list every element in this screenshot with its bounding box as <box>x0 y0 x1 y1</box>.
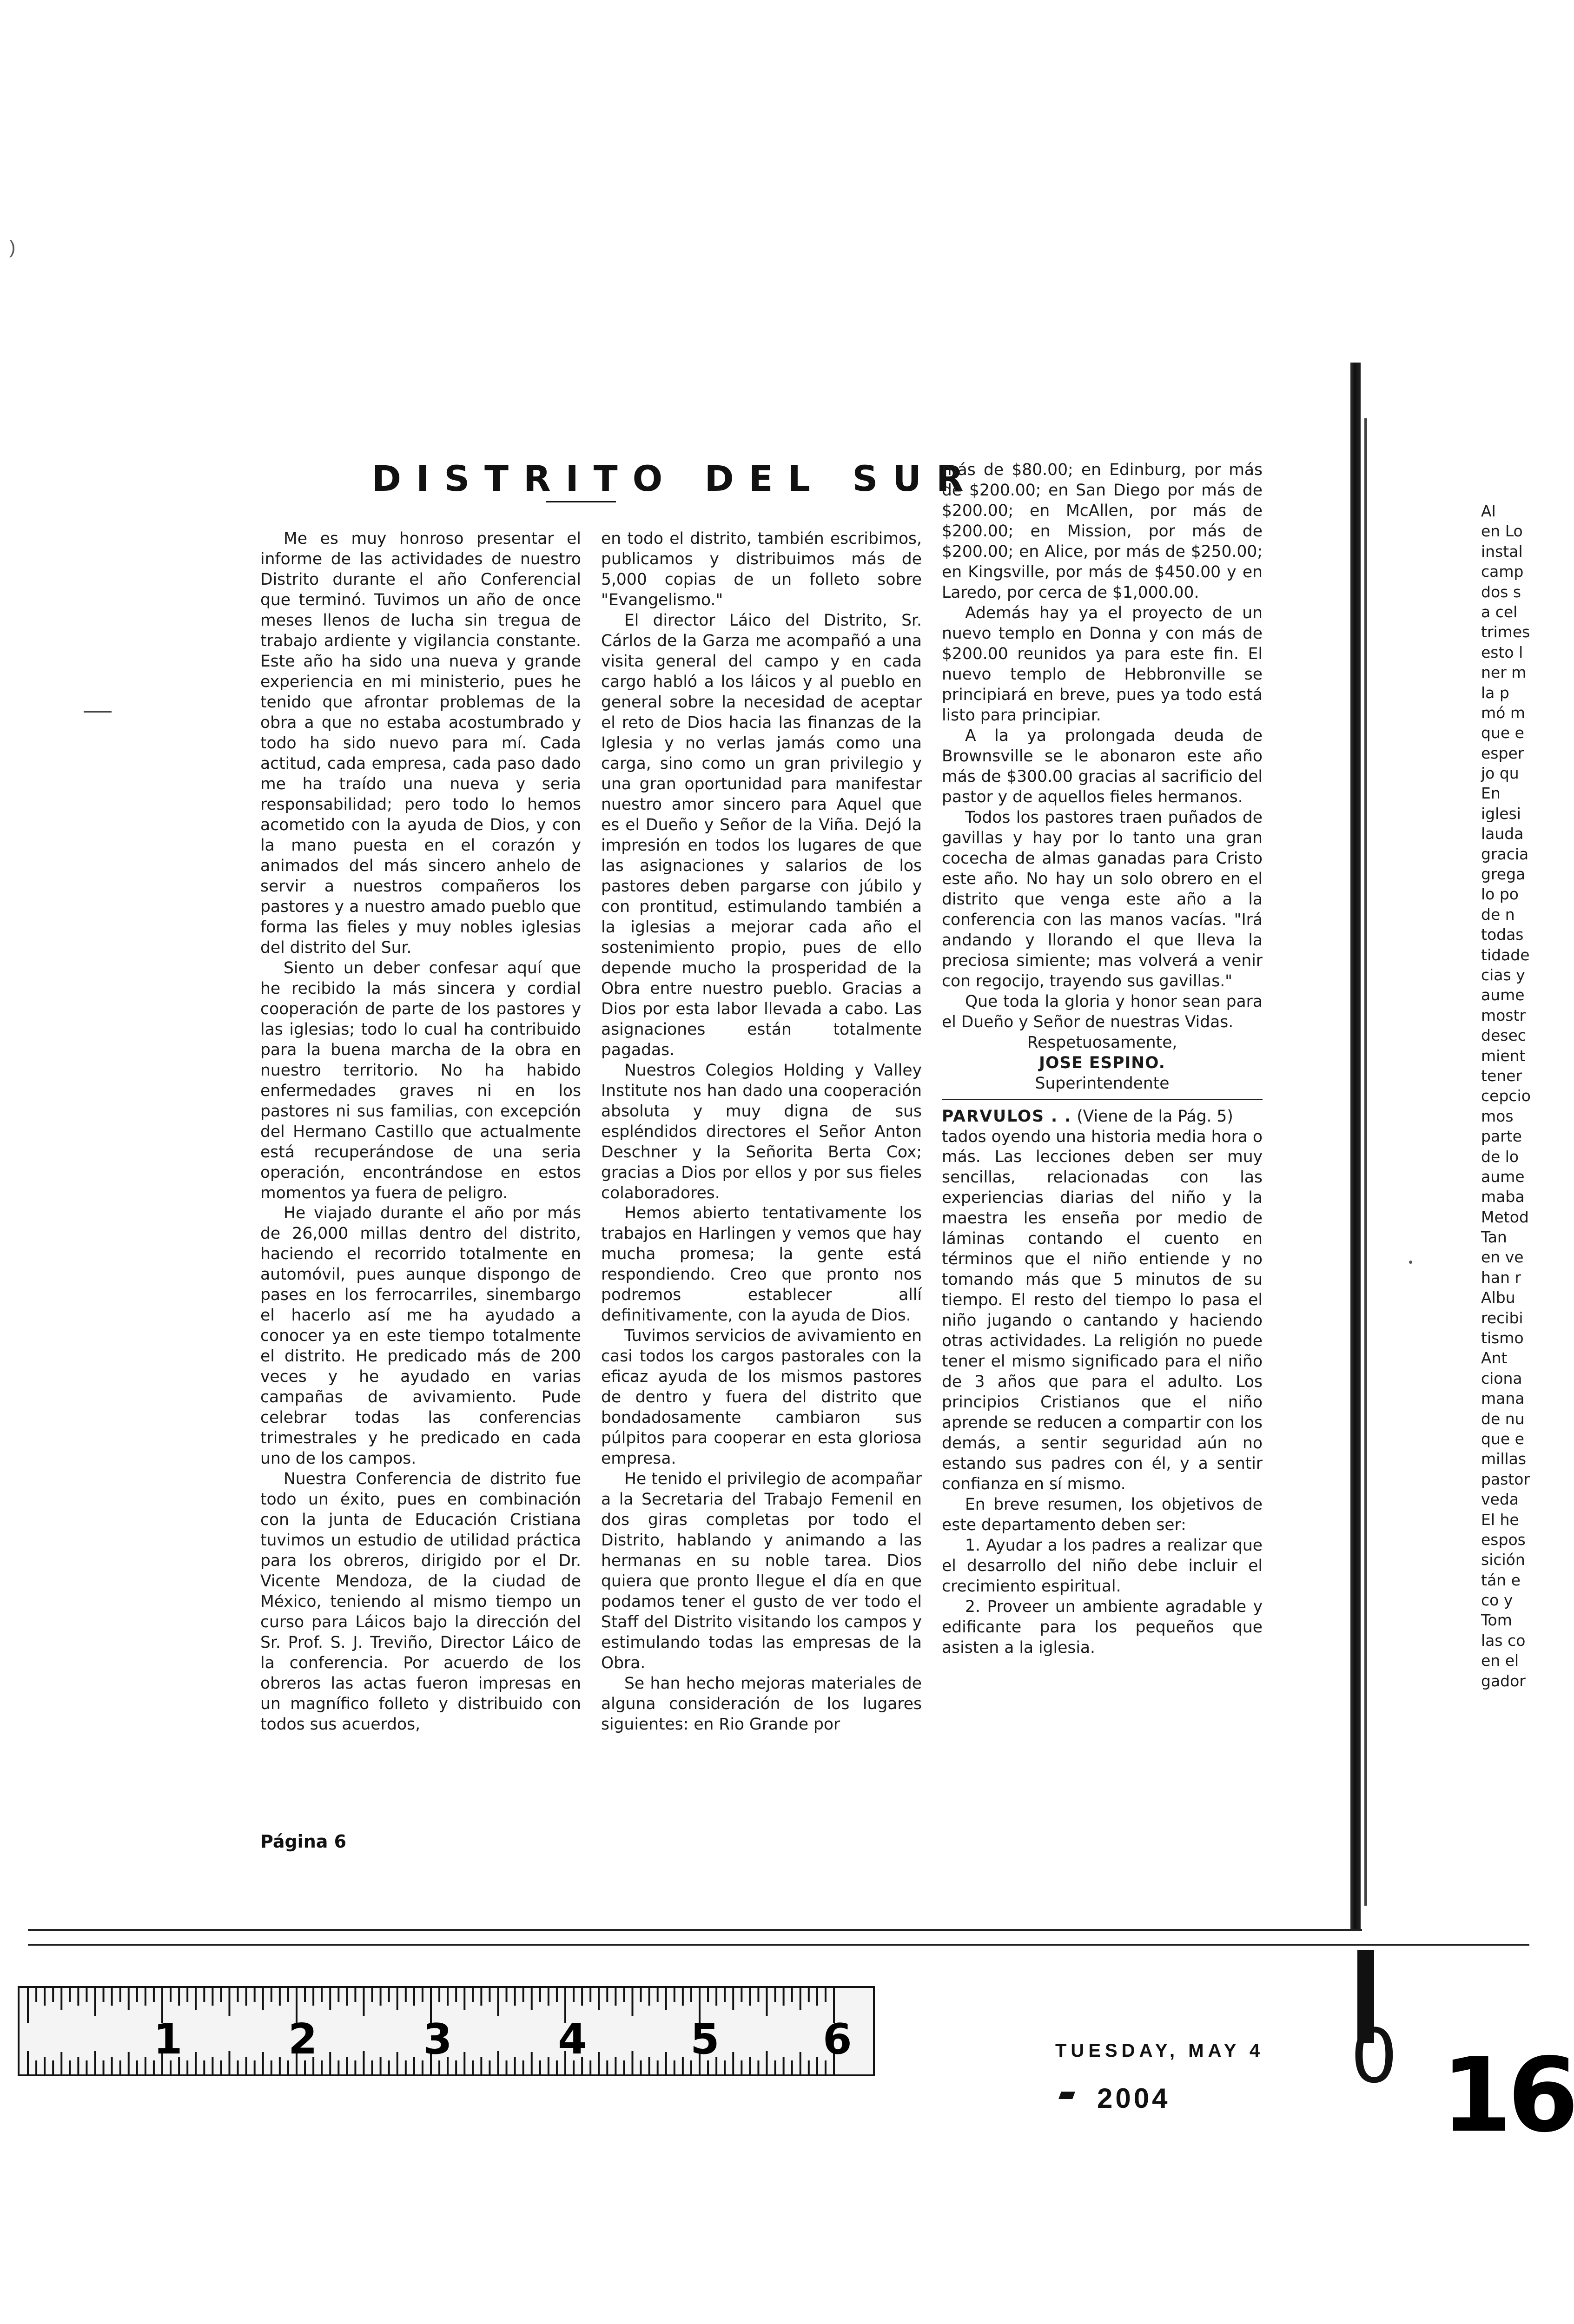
adjacent-page-fragment: dos s <box>1481 582 1521 601</box>
adjacent-page-fragment: camp <box>1481 562 1524 581</box>
paragraph: más de $80.00; en Edinburg, por más de $200.00; en San Diego por más de $200.00; en McAllen, por más de $200.00; en Mission, por más de $200.00; en Alice, por más de $250.00; en Kingsville, por más de $450.00 y en Laredo, por cerca de $1,000.00. <box>942 461 1263 602</box>
adjacent-page-fragment: veda <box>1481 1490 1519 1509</box>
adjacent-page-fragment: la p <box>1481 683 1509 702</box>
adjacent-page-fragment: tismo <box>1481 1329 1524 1347</box>
paragraph: Nuestros Colegios Holding y Valley Institute nos han dado una cooperación absoluta y muy digna de sus espléndidos directores el Señor Anton Deschner y la Señorita Berta Cox; gracias a Dios por ellos y por sus fieles colaboradores. <box>601 1061 922 1202</box>
parvulos-heading-text: PARVULOS . . <box>942 1107 1072 1126</box>
stamp-date: TUESDAY, MAY 4 <box>1055 2040 1264 2061</box>
ruler-number-group <box>19 1968 874 2094</box>
adjacent-page-fragment: han r <box>1481 1268 1521 1287</box>
frame-digit: 0 <box>1350 2013 1398 2100</box>
adjacent-page-fragment: gracia <box>1481 845 1529 863</box>
adjacent-page-fragment: aume <box>1481 1167 1525 1186</box>
adjacent-page-fragment: mos <box>1481 1107 1514 1125</box>
parvulos-heading <box>942 1107 1263 1127</box>
adjacent-page-fragment: mient <box>1481 1046 1526 1065</box>
adjacent-page-fragment: iglesi <box>1481 804 1521 823</box>
column-2 <box>601 529 922 1735</box>
paragraph: Que toda la gloria y honor sean para el Dueño y Señor de nuestras Vidas. <box>942 992 1263 1031</box>
paragraph: tados oyendo una historia media hora o más. Las lecciones deben ser muy sencillas, relacionadas con las experiencias diarias del niño y la maestra les enseña por medio de láminas contando el cuento en términos que el niño entiende y no tomando más que 5 minutos de su tiempo. El resto del tiempo lo pasa el niño jugando o cantando y haciendo otras actividades. La religión no puede tener el mismo significado para el niño de 3 años que para el adulto. Los principios Cristianos que el niño aprende se reducen a compartir con los demás, a sentir seguridad aún no estando sus padres con él, y a sentir confianza en sí mismo. <box>942 1127 1263 1494</box>
adjacent-page-fragment: en ve <box>1481 1248 1524 1267</box>
adjacent-page-fragment: millas <box>1481 1450 1527 1468</box>
adjacent-page-fragment: instal <box>1481 542 1523 561</box>
signature-name <box>942 1053 1263 1074</box>
adjacent-page-fragment: que e <box>1481 724 1524 742</box>
adjacent-page-fragment: Albu <box>1481 1288 1515 1307</box>
adjacent-page-fragment: esper <box>1481 744 1524 762</box>
signature-closing: Respetuosamente, <box>1027 1033 1177 1052</box>
ruler-number: 4 <box>558 2015 587 2064</box>
article-title: DISTRITO DEL SUR <box>372 458 979 499</box>
paragraph: Hemos abierto tentativamente los trabajos en Harlingen y vemos que hay mucha promesa; la gente está respondiendo. Creo que pronto nos podremos establecer allí definitivamente, con la ayuda de Dios. <box>601 1204 922 1325</box>
paragraph: Tuvimos servicios de avivamiento en casi todos los cargos pastorales con la eficaz ayuda de los mismos pastores de dentro y fuera del distrito que bondadosamente cambiaron sus púlpitos para cooperar en esta gloriosa empresa. <box>601 1327 922 1468</box>
bottom-rule <box>28 1929 1362 1931</box>
adjacent-page-fragment: Tan <box>1481 1228 1507 1247</box>
adjacent-page-fragment: desec <box>1481 1026 1526 1045</box>
adjacent-page-fragment: Ant <box>1481 1349 1508 1367</box>
adjacent-page-fragment: aume <box>1481 986 1525 1004</box>
adjacent-page-fragment: tidade <box>1481 945 1530 964</box>
ruler-number: 3 <box>423 2015 452 2064</box>
paragraph: El director Láico del Distrito, Sr. Cárlos de la Garza me acompañó a una visita general del campo y en cada cargo habló a los láicos y al pueblo en general sobre la necesidad de aceptar el reto de Dios hacia las finanzas de la Iglesia y no verlas jamás como una carga, sino como un gran privilegio y una gran oportunidad para manifestar nuestro amor sincero para Aquel que es el Dueño y Señor de la Viña. Dejó la impresión en todos los lugares de que las asignaciones y salarios de los pastores deben pargarse con júbilo y con prontitud, estimulando también a la iglesias a mejorar cada año el sostenimiento propio, pues de ello depende mucho la prosperidad de la Obra entre nuestro pueblo. Gracias a Dios por esta labor llevada a cabo. Las asignaciones están totalmente pagadas. <box>601 611 922 1059</box>
scan-mark: ) <box>9 237 16 257</box>
adjacent-page-fragment: lauda <box>1481 825 1524 843</box>
signature-role: Superintendente <box>1035 1074 1170 1093</box>
adjacent-page-fragment: sición <box>1481 1551 1525 1569</box>
adjacent-page-fragment: en Lo <box>1481 522 1523 541</box>
adjacent-page-fragment: trimes <box>1481 623 1530 641</box>
stamp-mark <box>1058 2092 1075 2099</box>
stamp-year: 2004 <box>1097 2083 1171 2114</box>
adjacent-page-fragment: recibi <box>1481 1308 1523 1327</box>
adjacent-page-fragment: mana <box>1481 1389 1525 1408</box>
adjacent-page-fragment: Tom <box>1481 1611 1512 1630</box>
adjacent-page-fragment: de nu <box>1481 1409 1525 1428</box>
adjacent-page-fragment: Al <box>1481 502 1496 520</box>
title-underline <box>546 501 616 502</box>
adjacent-page-fragment: todas <box>1481 925 1524 944</box>
paragraph: en todo el distrito, también escribimos, publicamos y distribuimos más de 5,000 copias de un folleto sobre "Evangelismo." <box>601 529 922 609</box>
section-divider <box>942 1099 1263 1100</box>
adjacent-page-fragment: que e <box>1481 1429 1524 1448</box>
adjacent-page-fragment: El he <box>1481 1510 1519 1529</box>
page-edge-shadow <box>1350 363 1361 1929</box>
scan-mark <box>84 711 112 713</box>
paragraph: Nuestra Conferencia de distrito fue todo un éxito, pues en combinación con la junta de Educación Cristiana tuvimos un estudio de utilidad práctica para los obreros, dirigido por el Dr. Vicente Mendoza, de la ciudad de México, teniendo al mismo tiempo un curso para Láicos bajo la dirección del Sr. Prof. S. J. Treviño, Director Láico de la conferencia. Por acuerdo de los obreros las actas fueron impresas en un magnífico folleto y distribuido con todos sus acuerdos, <box>260 1470 581 1734</box>
paragraph: 1. Ayudar a los padres a realizar que el desarrollo del niño debe incluir el crecimiento espiritual. <box>942 1536 1263 1596</box>
adjacent-page-fragment: Metod <box>1481 1208 1529 1226</box>
adjacent-page-fragment: las co <box>1481 1631 1526 1650</box>
adjacent-page-fragment: de n <box>1481 905 1515 924</box>
paragraph: Se han hecho mejoras materiales de alguna consideración de los lugares siguientes: en Rio Grande por <box>601 1674 922 1734</box>
parvulos-continued: (Viene de la Pág. 5) <box>1077 1107 1233 1126</box>
frame-number: 16 <box>1441 2036 1574 2155</box>
adjacent-page-fragment: ciona <box>1481 1369 1522 1387</box>
paragraph: He tenido el privilegio de acompañar a la Secretaria del Trabajo Femenil en dos giras completas por todo el Distrito, hablando y animando a las hermanas en su noble tarea. Dios quiera que pronto llegue el día en que podamos tener el gusto de ver todo el Staff del Distrito visitando los campos y estimulando todas las empresas de la Obra. <box>601 1470 922 1673</box>
adjacent-page-fragment: jo qu <box>1481 764 1519 783</box>
adjacent-page-fragment: parte <box>1481 1127 1522 1146</box>
ruler-number: 6 <box>823 2015 852 2064</box>
adjacent-page-fragment: maba <box>1481 1188 1525 1206</box>
adjacent-page-fragment: a cel <box>1481 602 1518 621</box>
column-1 <box>260 529 581 1735</box>
adjacent-page-fragment: pastor <box>1481 1470 1530 1488</box>
paragraph: He viajado durante el año por más de 26,000 millas dentro del distrito, haciendo el recorrido totalmente en automóvil, pues aunque dispongo de pases en los ferrocarriles, sinembargo el hacerlo así me ha ayudado a conocer ya en este tiempo totalmente el distrito. He predicado más de 200 veces y he ayudado en varias campañas de avivamiento. Pude celebrar todas las conferencias trimestrales y he predicado en cada uno de los campos. <box>260 1204 581 1468</box>
adjacent-page-column <box>1481 502 1532 1692</box>
adjacent-page-fragment: de lo <box>1481 1147 1519 1166</box>
ruler-number: 2 <box>288 2015 317 2064</box>
adjacent-page-fragment: ner m <box>1481 663 1527 682</box>
ruler-number: 5 <box>690 2015 720 2064</box>
scan-mark: • <box>1409 1255 1413 1269</box>
paragraph: Siento un deber confesar aquí que he recibido la más sincera y cordial cooperación de parte de los pastores y las iglesias; todo lo cual ha contribuido para la buena marcha de la obra en nuestro territorio. No ha habido enfermedades graves ni en los pastores ni sus familias, con excepción del Hermano Castillo que actualmente está recuperándose de una seria operación, encontrándose en estos momentos ya fuera de peligro. <box>260 958 581 1202</box>
paragraph: Me es muy honroso presentar el informe de las actividades de nuestro Distrito durante el año Conferencial que terminó. Tuvimos un año de once meses llenos de lucha sin tregua de trabajo ardiente y vigilancia constante. Este año ha sido una nueva y grande experiencia en mi ministerio, pues he tenido que afrontar problemas de la obra a que no estaba acostumbrado y todo ha sido nuevo para mí. Cada actitud, cada empresa, cada paso dado me ha traído una nueva y seria responsabilidad; pero todo lo hemos acometido con la ayuda de Dios, y con la mano puesta en el corazón y animados del más sincero anhelo de servir a nuestros compañeros los pastores y a nuestro amado pueblo que forma las fieles y muy nobles iglesias del distrito del Sur. <box>260 529 581 957</box>
adjacent-page-fragment: grega <box>1481 865 1526 884</box>
page-number: Página 6 <box>260 1831 347 1852</box>
adjacent-page-fragment: En <box>1481 784 1501 803</box>
adjacent-page-fragment: gador <box>1481 1671 1526 1690</box>
adjacent-page-fragment: espos <box>1481 1530 1526 1549</box>
column-3 <box>942 460 1263 1658</box>
signature-name-text: JOSE ESPINO. <box>1039 1053 1165 1072</box>
adjacent-page-fragment: mó m <box>1481 703 1525 722</box>
paragraph: Además hay ya el proyecto de un nuevo templo en Donna y con más de $200.00 reunidos ya para este fin. El nuevo templo de Hebbronville se principiará en breve, pues ya todo está listo para principiar. <box>942 603 1263 725</box>
page-edge-line <box>1364 418 1367 1906</box>
adjacent-page-fragment: cepcio <box>1481 1087 1531 1105</box>
adjacent-page-fragment: tán e <box>1481 1571 1521 1589</box>
bottom-rule <box>28 1944 1529 1946</box>
ruler-number: 1 <box>153 2015 183 2064</box>
adjacent-page-fragment: cias y <box>1481 965 1525 984</box>
adjacent-page-fragment: tener <box>1481 1066 1522 1085</box>
adjacent-page-fragment: esto l <box>1481 643 1523 661</box>
adjacent-page-fragment: co y <box>1481 1591 1513 1610</box>
paragraph: En breve resumen, los objetivos de este departamento deben ser: <box>942 1495 1263 1535</box>
paragraph: A la ya prolongada deuda de Brownsville se le abonaron este año más de $300.00 gracias al sacrificio del pastor y de aquellos fieles hermanos. <box>942 726 1263 806</box>
adjacent-page-fragment: lo po <box>1481 885 1519 904</box>
paragraph: Todos los pastores traen puñados de gavillas y hay por lo tanto una gran cocecha de almas ganadas para Cristo este año. No hay un solo obrero en el distrito que venga este año a la conferencia con las manos vacías. "Irá andando y llorando el que lleva la preciosa simiente; mas volverá a venir con regocijo, trayendo sus gavillas." <box>942 808 1263 990</box>
adjacent-page-fragment: en el <box>1481 1651 1519 1670</box>
adjacent-page-fragment: mostr <box>1481 1006 1526 1024</box>
paragraph: 2. Proveer un ambiente agradable y edificante para los pequeños que asisten a la iglesia. <box>942 1598 1263 1657</box>
